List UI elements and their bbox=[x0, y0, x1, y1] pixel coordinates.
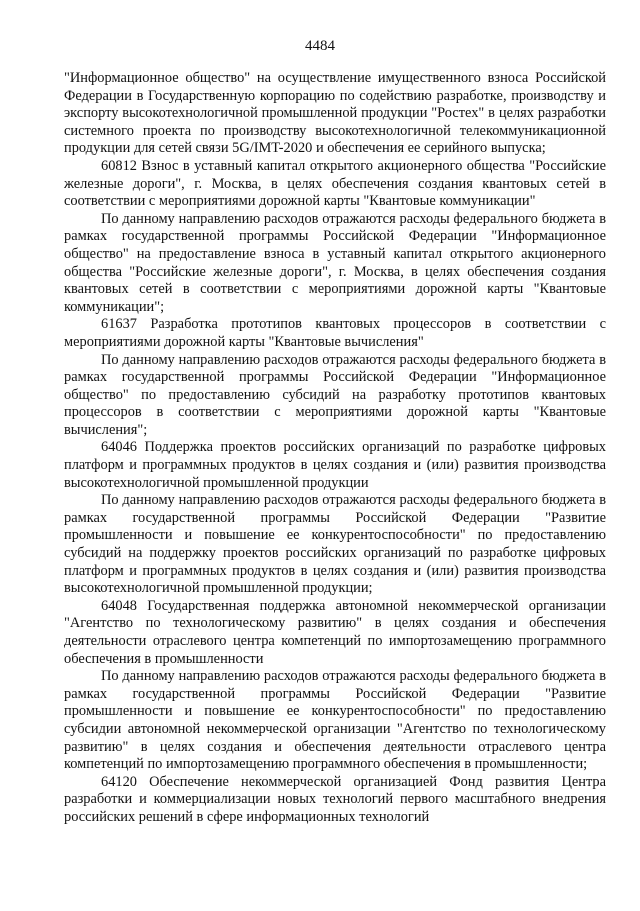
paragraph: По данному направлению расходов отражаются расходы федерального бюджета в рамках государственной программы Российской Федерации "Развитие промышленности и повышение ее конкурентоспособности" по предоставлению субсидий на поддержку проектов российских организаций по разработке цифровых платформ и программных продуктов в целях создания и (или) развития производства высокотехнологичной промышленной продукции; bbox=[64, 492, 606, 597]
paragraph: 64046 Поддержка проектов российских организаций по разработке цифровых платформ и программных продуктов в целях создания и (или) развития производства высокотехнологичной промышленной продукции bbox=[64, 439, 606, 491]
paragraph: По данному направлению расходов отражаются расходы федерального бюджета в рамках государственной программы Российской Федерации "Информационное общество" по предоставлению субсидий на разработку прототипов квантовых процессоров в соответствии с мероприятиями дорожной карты "Квантовые вычисления"; bbox=[64, 351, 606, 438]
paragraph: По данному направлению расходов отражаются расходы федерального бюджета в рамках государственной программы Российской Федерации "Развитие промышленности и повышение ее конкурентоспособности" по предоставлению субсидии автономной некоммерческой организации "Агентство по технологическому развитию" в целях создания и обеспечения деятельности отраслевого центра компетенций по импортозамещению программного обеспечения в промышленности; bbox=[64, 668, 606, 773]
paragraph: "Информационное общество" на осуществление имущественного взноса Российской Федерации в Государственную корпорацию по содействию разработке, производству и экспорту высокотехнологичной промышленной продукции "Ростех" в целях разработки системного проекта по производству высокотехнологичной телекоммуникационной продукции для сетей связи 5G/IMT-2020 и обеспечения ее серийного выпуска; bbox=[64, 70, 606, 157]
document-body bbox=[64, 70, 606, 827]
paragraph: 60812 Взнос в уставный капитал открытого акционерного общества "Российские железные дороги", г. Москва, в целях обеспечения создания квантовых сетей в соответствии с мероприятиями дорожной карты "Квантовые коммуникации" bbox=[64, 157, 606, 210]
paragraph: 61637 Разработка прототипов квантовых процессоров в соответствии с мероприятиями дорожной карты "Квантовые вычисления" bbox=[64, 316, 606, 350]
paragraph: 64048 Государственная поддержка автономной некоммерческой организации "Агентство по технологическому развитию" в целях создания и обеспечения деятельности отраслевого центра компетенций по импортозамещению программного обеспечения в промышленности bbox=[64, 597, 606, 667]
paragraph: По данному направлению расходов отражаются расходы федерального бюджета в рамках государственной программы Российской Федерации "Информационное общество" на предоставление взноса в уставный капитал открытого акционерного общества "Российские железные дороги", г. Москва, в целях обеспечения создания квантовых сетей в соответствии с мероприятиями дорожной карты "Квантовые коммуникации"; bbox=[64, 210, 606, 315]
page-number: 4484 bbox=[305, 38, 335, 54]
paragraph: 64120 Обеспечение некоммерческой организацией Фонд развития Центра разработки и коммерциализации новых технологий первого масштабного внедрения российских решений в сфере информационных технологий bbox=[64, 773, 606, 825]
